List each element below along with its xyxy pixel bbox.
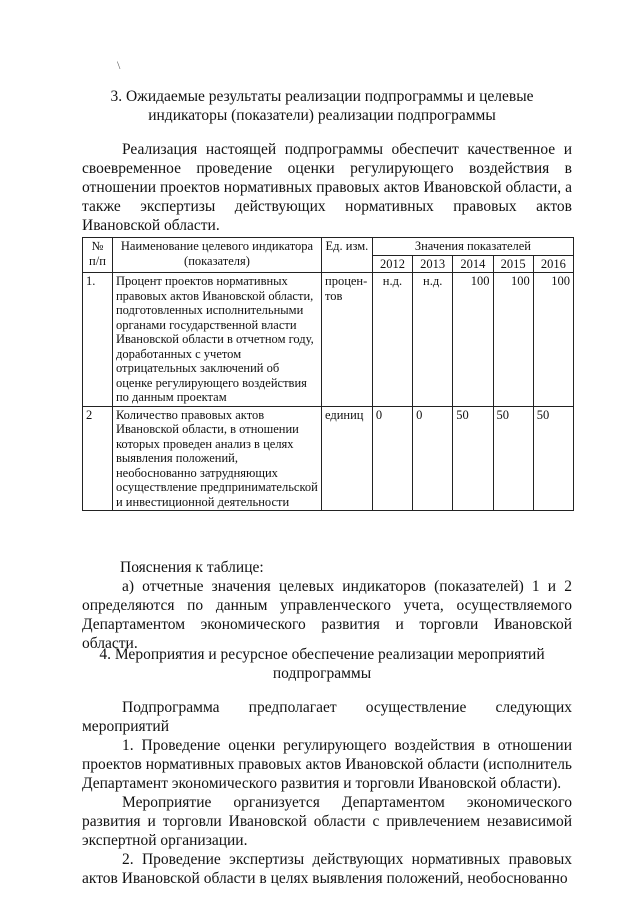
year-header: 2016 (533, 255, 573, 273)
year-header: 2013 (413, 255, 453, 273)
row-num: 1. (83, 273, 113, 407)
row-value: 100 (453, 273, 493, 407)
intro-paragraph: Реализация настоящей подпрограммы обеспечит качественное и своевременное проведение оценки регулирующего воздействия в отношении проектов нормативных правовых актов Ивановской области, а также экспертизы действующих нормативных правовых актов Ивановской области. (82, 141, 572, 234)
section4-body (82, 698, 572, 888)
row-name: Количество правовых актов Ивановской области, в отношении которых проведен анализ в целях выявления положений, необоснованно затрудняющих осуществление предпринимательской и инвестиционной деятельности (112, 406, 321, 511)
row-unit: единиц (322, 406, 373, 511)
col-unit-header: Ед. изм. (322, 238, 373, 273)
section4-paragraph: 2. Проведение экспертизы действующих нормативных правовых актов Ивановской области в целях выявления положений, необоснованно (82, 851, 572, 887)
row-value: 50 (493, 406, 533, 511)
row-num: 2 (83, 406, 113, 511)
row-value: 0 (372, 406, 412, 511)
section4-paragraph: 1. Проведение оценки регулирующего воздействия в отношении проектов нормативных правовых актов Ивановской области (исполнитель Департамент экономического развития и торговли Ивановской области). (82, 737, 572, 792)
section4-heading (82, 645, 562, 683)
table-row (83, 406, 574, 511)
year-header: 2012 (372, 255, 412, 273)
row-value: 0 (413, 406, 453, 511)
section3-intro (82, 140, 572, 235)
col-values-header: Значения показателей (372, 238, 573, 256)
section4-heading-line1: 4. Мероприятия и ресурсное обеспечение реализации мероприятий (99, 646, 545, 663)
row-value: н.д. (413, 273, 453, 407)
section3-heading (82, 87, 562, 125)
notes-item-a: а) отчетные значения целевых индикаторов (показателей) 1 и 2 определяются по данным управленческого учета, осуществляемого Департаментом экономического развития и торговли Ивановской области. (82, 578, 572, 652)
row-value: 50 (453, 406, 493, 511)
row-name: Процент проектов нормативных правовых актов Ивановской области, подготовленных исполнительными органами государственной власти Ивановской области в отчетном году, доработанных с учетом отрицательных заключений об оценке регулирующего воздействия по данным проектам (112, 273, 321, 407)
row-value: 50 (533, 406, 573, 511)
section4-paragraph: Мероприятие организуется Департаментом экономического развития и торговли Ивановской области с привлечением независимой экспертной организации. (82, 794, 572, 849)
table-row (83, 273, 574, 407)
section3-heading-line1: 3. Ожидаемые результаты реализации подпрограммы и целевые (110, 88, 534, 105)
row-unit: процен-тов (322, 273, 373, 407)
stray-mark: \ (117, 58, 121, 72)
section3-heading-line2: индикаторы (показатели) реализации подпрограммы (148, 107, 496, 124)
row-value: н.д. (372, 273, 412, 407)
row-value: 100 (533, 273, 573, 407)
year-header: 2015 (493, 255, 533, 273)
col-num-header: № п/п (83, 238, 113, 273)
col-name-header: Наименование целевого индикатора (показателя) (112, 238, 321, 273)
table-notes (82, 558, 572, 653)
section4-heading-line2: подпрограммы (272, 665, 372, 682)
section4-paragraph: Подпрограмма предполагает осуществление следующих мероприятий (82, 699, 572, 735)
indicators-table (82, 237, 574, 511)
notes-title: Пояснения к таблице: (120, 559, 264, 576)
row-value: 100 (493, 273, 533, 407)
year-header: 2014 (453, 255, 493, 273)
